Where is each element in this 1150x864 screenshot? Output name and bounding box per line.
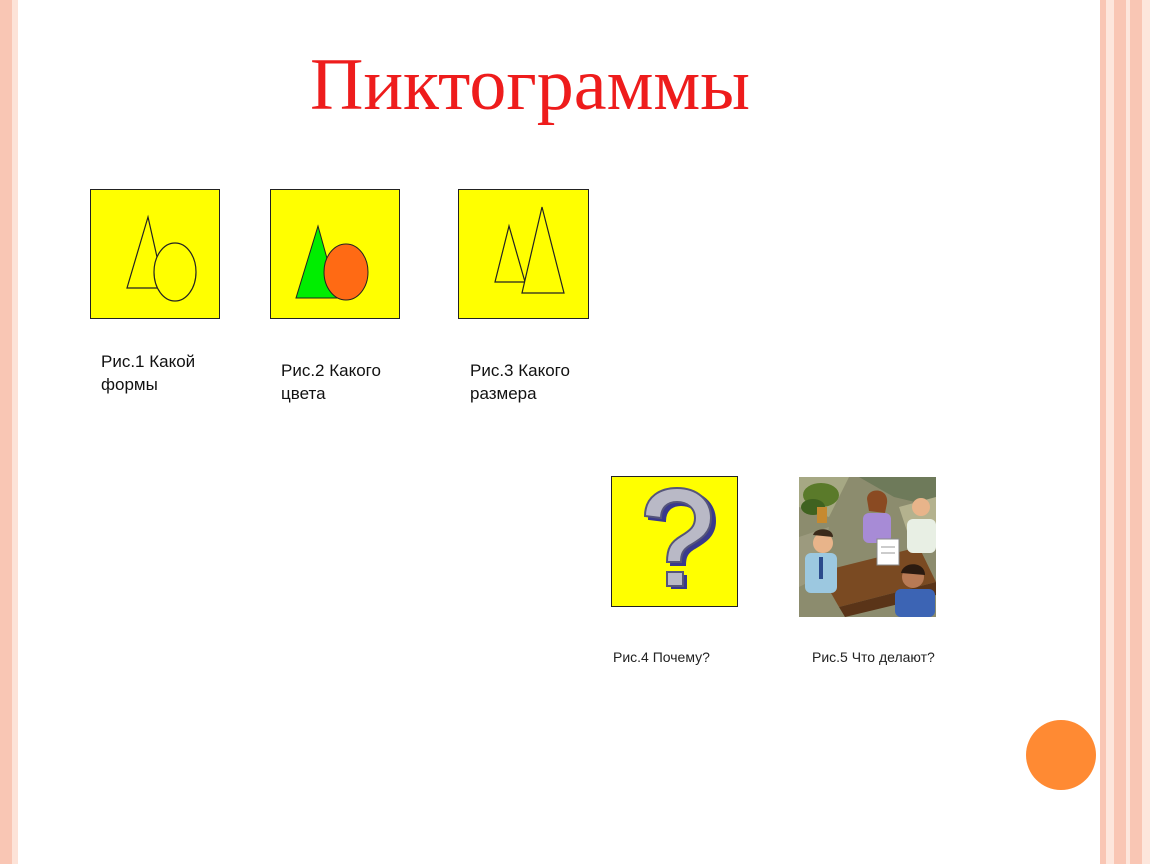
figure-2-caption: Рис.2 Какого цвета: [281, 361, 381, 403]
decorative-orange-circle: [1026, 720, 1096, 790]
meeting-people-icon: [799, 477, 936, 617]
right-stripe: [1142, 0, 1150, 864]
triangles-size-icon: [458, 189, 589, 319]
figure-3-caption: Рис.3 Какого размера: [470, 361, 570, 403]
question-mark-icon: [611, 476, 739, 608]
figure-1-caption: Рис.1 Какой формы: [101, 352, 196, 394]
shapes-outline-icon: [90, 189, 220, 319]
shapes-colored-icon: [270, 189, 400, 319]
figure-5-caption: Рис.5 Что делают?: [812, 649, 935, 665]
figure-4-caption: Рис.4 Почему?: [613, 649, 710, 665]
right-stripe: [1114, 0, 1126, 864]
right-stripe: [1130, 0, 1142, 864]
right-stripe: [1106, 0, 1114, 864]
slide-title: Пиктограммы: [310, 44, 750, 126]
